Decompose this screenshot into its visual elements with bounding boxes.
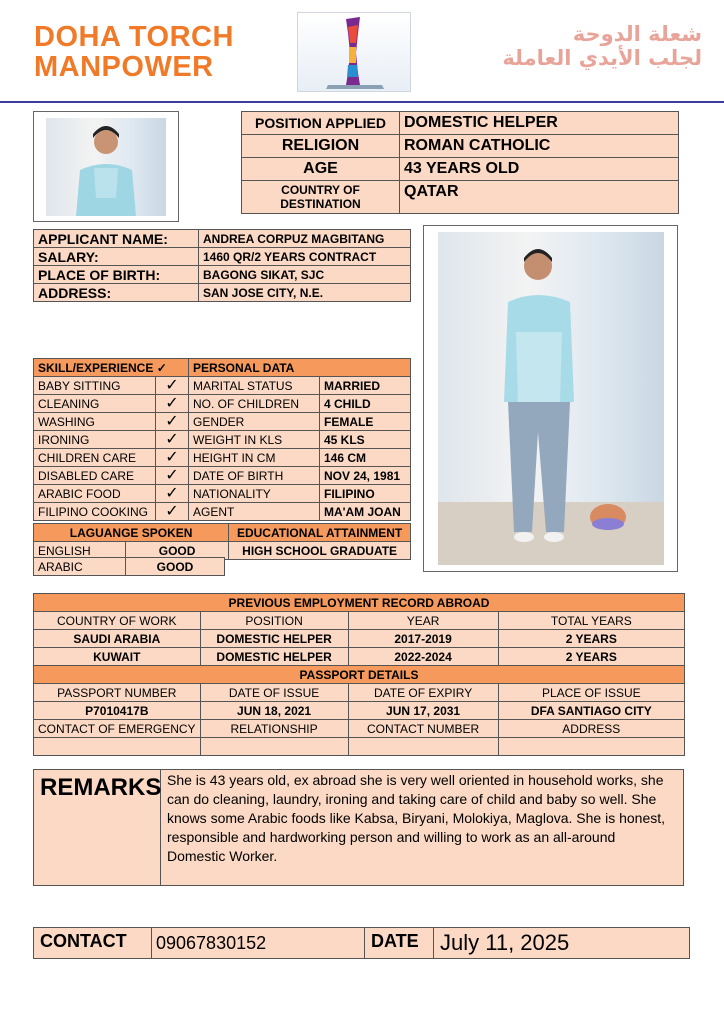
- emergency-cell: [200, 738, 348, 756]
- emergency-header: CONTACT NUMBER: [348, 720, 498, 738]
- passport-expiry-date: JUN 17, 2031: [348, 702, 498, 720]
- employment-cell: DOMESTIC HELPER: [200, 630, 348, 648]
- company-name-arabic: [432, 22, 702, 70]
- company-name: [34, 22, 234, 82]
- employment-header: TOTAL YEARS: [498, 612, 684, 630]
- language-level: GOOD: [126, 542, 229, 560]
- skills-personal-table: [33, 358, 411, 521]
- applicant-photo-small: [46, 118, 166, 216]
- personal-value: FEMALE: [320, 413, 411, 431]
- table-row: [34, 558, 225, 576]
- position-table: [241, 111, 679, 214]
- check-icon: ✓: [156, 377, 189, 395]
- table-row: [34, 612, 685, 630]
- employment-cell: 2 YEARS: [498, 648, 684, 666]
- employment-cell: SAUDI ARABIA: [34, 630, 201, 648]
- check-icon: ✓: [156, 360, 167, 375]
- emergency-cell: [348, 738, 498, 756]
- employment-passport-table: [33, 593, 685, 756]
- personal-value: MA'AM JOAN: [320, 503, 411, 521]
- age-label: AGE: [242, 158, 400, 181]
- check-icon: ✓: [156, 467, 189, 485]
- table-row: [34, 395, 411, 413]
- date-label: DATE: [365, 928, 434, 958]
- employment-header: POSITION: [200, 612, 348, 630]
- table-row: [34, 738, 685, 756]
- check-icon: ✓: [156, 503, 189, 521]
- table-row: [34, 648, 685, 666]
- passport-issue-place: DFA SANTIAGO CITY: [498, 702, 684, 720]
- company-name-line1: DOHA TORCH: [34, 21, 234, 53]
- table-row: [242, 181, 679, 214]
- personal-field: NO. OF CHILDREN: [189, 395, 320, 413]
- passport-header: PASSPORT NUMBER: [34, 684, 201, 702]
- address-value: SAN JOSE CITY, N.E.: [199, 284, 411, 302]
- contact-number: 09067830152: [152, 928, 365, 958]
- employment-cell: 2022-2024: [348, 648, 498, 666]
- birthplace-value: BAGONG SIKAT, SJC: [199, 266, 411, 284]
- personal-field: AGENT: [189, 503, 320, 521]
- personal-field: NATIONALITY: [189, 485, 320, 503]
- contact-bar: [33, 927, 690, 959]
- position-applied-value: DOMESTIC HELPER: [400, 112, 679, 135]
- address-label: ADDRESS:: [34, 284, 199, 302]
- table-row: [242, 135, 679, 158]
- remarks-text: She is 43 years old, ex abroad she is very well oriented in household works, she can do cleaning, laundry, ironing and taking care of child and baby so well. She knows some Arabic foods like Kabsa, Biryani, Molokiya, Maglova. She is honest, responsible and hardworking person and willing to work as an all-around Domestic Worker.: [167, 772, 666, 864]
- personal-header: PERSONAL DATA: [189, 359, 411, 377]
- passport-header: PLACE OF ISSUE: [498, 684, 684, 702]
- large-photo-frame: [423, 225, 678, 572]
- torch-tower-icon: [298, 13, 412, 93]
- education-header: EDUCATIONAL ATTAINMENT: [229, 524, 411, 542]
- age-value: 43 YEARS OLD: [400, 158, 679, 181]
- personal-value: 4 CHILD: [320, 395, 411, 413]
- language-header: LAGUANGE SPOKEN: [34, 524, 229, 542]
- table-row: [34, 431, 411, 449]
- employment-cell: 2017-2019: [348, 630, 498, 648]
- remarks-box: [33, 769, 684, 886]
- personal-value: MARRIED: [320, 377, 411, 395]
- personal-field: GENDER: [189, 413, 320, 431]
- emergency-header: RELATIONSHIP: [200, 720, 348, 738]
- personal-field: WEIGHT IN KLS: [189, 431, 320, 449]
- passport-header: DATE OF EXPIRY: [348, 684, 498, 702]
- small-photo-frame: [33, 111, 179, 222]
- education-value: HIGH SCHOOL GRADUATE: [229, 542, 411, 560]
- language-level: GOOD: [126, 558, 225, 576]
- check-icon: ✓: [156, 485, 189, 503]
- employment-cell: KUWAIT: [34, 648, 201, 666]
- salary-value: 1460 QR/2 YEARS CONTRACT: [199, 248, 411, 266]
- table-row: [34, 248, 411, 266]
- arabic-line2: لجلب الأيدي العاملة: [502, 46, 702, 70]
- arabic-line1: شعلة الدوحة: [572, 22, 702, 46]
- check-icon: ✓: [156, 449, 189, 467]
- table-row: [242, 112, 679, 135]
- employment-header: COUNTRY OF WORK: [34, 612, 201, 630]
- table-row: [242, 158, 679, 181]
- date-value: July 11, 2025: [440, 930, 570, 955]
- personal-value: FILIPINO: [320, 485, 411, 503]
- position-applied-label: POSITION APPLIED: [242, 112, 400, 135]
- salary-label: SALARY:: [34, 248, 199, 266]
- table-row: [34, 266, 411, 284]
- table-row: [34, 684, 685, 702]
- table-row: [34, 449, 411, 467]
- skill-name: BABY SITTING: [34, 377, 156, 395]
- table-row: [34, 413, 411, 431]
- applicant-name-label: APPLICANT NAME:: [34, 230, 199, 248]
- personal-field: MARITAL STATUS: [189, 377, 320, 395]
- table-header-row: [34, 666, 685, 684]
- table-row: [34, 485, 411, 503]
- skill-name: DISABLED CARE: [34, 467, 156, 485]
- table-header-row: [34, 524, 411, 542]
- employment-cell: 2 YEARS: [498, 630, 684, 648]
- table-row: [34, 467, 411, 485]
- table-header-row: [34, 359, 411, 377]
- table-row: [34, 377, 411, 395]
- skills-header: [34, 359, 189, 377]
- skill-name: IRONING: [34, 431, 156, 449]
- skill-name: FILIPINO COOKING: [34, 503, 156, 521]
- language-name: ARABIC: [34, 558, 126, 576]
- table-row: [34, 503, 411, 521]
- skill-name: CHILDREN CARE: [34, 449, 156, 467]
- header-divider: [0, 101, 724, 103]
- language-table-extra: [33, 557, 225, 576]
- table-header-row: [34, 594, 685, 612]
- religion-value: ROMAN CATHOLIC: [400, 135, 679, 158]
- skills-header-label: SKILL/EXPERIENCE: [38, 360, 154, 375]
- employment-title: PREVIOUS EMPLOYMENT RECORD ABROAD: [34, 594, 685, 612]
- company-name-line2: MANPOWER: [34, 51, 214, 83]
- language-name: ENGLISH: [34, 542, 126, 560]
- check-icon: ✓: [156, 413, 189, 431]
- personal-value: 45 KLS: [320, 431, 411, 449]
- personal-value: 146 CM: [320, 449, 411, 467]
- table-row: [34, 630, 685, 648]
- birthplace-label: PLACE OF BIRTH:: [34, 266, 199, 284]
- employment-cell: DOMESTIC HELPER: [200, 648, 348, 666]
- destination-value: QATAR: [400, 181, 679, 214]
- remarks-title: REMARKS: [34, 770, 161, 885]
- passport-number: P7010417B: [34, 702, 201, 720]
- religion-label: RELIGION: [242, 135, 400, 158]
- emergency-header: CONTACT OF EMERGENCY: [34, 720, 201, 738]
- personal-value: NOV 24, 1981: [320, 467, 411, 485]
- skill-name: CLEANING: [34, 395, 156, 413]
- skill-name: ARABIC FOOD: [34, 485, 156, 503]
- language-education-table: [33, 523, 411, 560]
- torch-logo: [297, 12, 411, 92]
- applicant-name-value: ANDREA CORPUZ MAGBITANG: [199, 230, 411, 248]
- check-icon: ✓: [156, 431, 189, 449]
- check-icon: ✓: [156, 395, 189, 413]
- passport-issue-date: JUN 18, 2021: [200, 702, 348, 720]
- contact-label: CONTACT: [34, 928, 152, 958]
- table-row: [34, 720, 685, 738]
- emergency-header: ADDRESS: [498, 720, 684, 738]
- table-row: [34, 284, 411, 302]
- skill-name: WASHING: [34, 413, 156, 431]
- applicant-photo-full: [438, 232, 664, 565]
- personal-field: HEIGHT IN CM: [189, 449, 320, 467]
- table-row: [34, 702, 685, 720]
- employment-header: YEAR: [348, 612, 498, 630]
- table-row: [34, 230, 411, 248]
- emergency-cell: [34, 738, 201, 756]
- passport-header: DATE OF ISSUE: [200, 684, 348, 702]
- destination-label: COUNTRY OF DESTINATION: [242, 181, 400, 214]
- applicant-table: [33, 229, 411, 302]
- passport-title: PASSPORT DETAILS: [34, 666, 685, 684]
- emergency-cell: [498, 738, 684, 756]
- personal-field: DATE OF BIRTH: [189, 467, 320, 485]
